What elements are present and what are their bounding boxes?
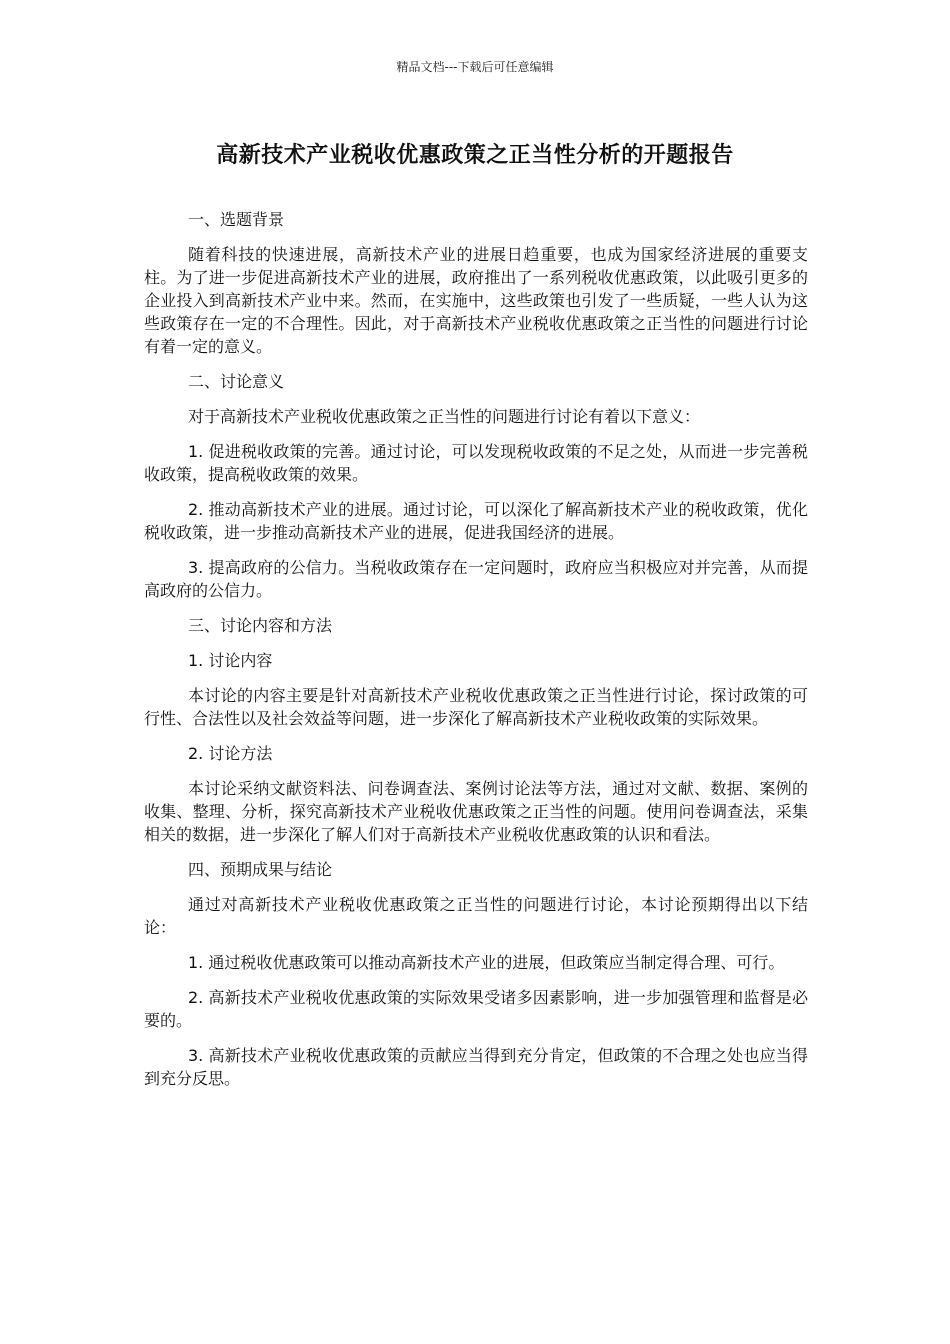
section-heading-background: 一、选题背景 xyxy=(188,210,285,229)
paragraph-background: 随着科技的快速进展，高新技术产业的进展日趋重要，也成为国家经济进展的重要支柱。为了进一步促进高新技术产业的进展，政府推出了一系列税收优惠政策，以此吸引更多的企业投入到高新技术产业中来。然而，在实施中，这些政策也引发了一些质疑，一些人认为这些政策存在一定的不合理性。因此，对于高新技术产业税收优惠政策之正当性的问题进行讨论有着一定的意义。 xyxy=(144,245,808,356)
section-heading-content-method: 三、讨论内容和方法 xyxy=(188,616,333,635)
paragraph-method: 本讨论采纳文献资料法、问卷调查法、案例讨论法等方法，通过对文献、数据、案例的收集、整理、分析，探究高新技术产业税收优惠政策之正当性的问题。使用问卷调查法，采集相关的数据，进一步深化了解人们对于高新技术产业税收优惠政策的认识和看法。 xyxy=(144,779,808,844)
list-item-conclusion-2: 2. 高新技术产业税收优惠政策的实际效果受诸多因素影响，进一步加强管理和监督是必要的。 xyxy=(144,988,808,1030)
paragraph-content: 本讨论的内容主要是针对高新技术产业税收优惠政策之正当性进行讨论，探讨政策的可行性、合法性以及社会效益等问题，进一步深化了解高新技术产业税收政策的实际效果。 xyxy=(144,686,808,728)
section-heading-significance: 二、讨论意义 xyxy=(188,372,285,391)
list-item-significance-1: 1. 促进税收政策的完善。通过讨论，可以发现税收政策的不足之处，从而进一步完善税收政策，提高税收政策的效果。 xyxy=(144,442,808,484)
paragraph-results-intro: 通过对高新技术产业税收优惠政策之正当性的问题进行讨论，本讨论预期得出以下结论： xyxy=(144,895,808,937)
list-item-significance-3: 3. 提高政府的公信力。当税收政策存在一定问题时，政府应当积极应对并完善，从而提高政府的公信力。 xyxy=(144,558,808,600)
paragraph-significance-intro: 对于高新技术产业税收优惠政策之正当性的问题进行讨论有着以下意义： xyxy=(188,407,701,426)
document-body xyxy=(144,208,808,1102)
header-note: 精品文档---下载后可任意编辑 xyxy=(396,60,554,74)
subheading-content: 1. 讨论内容 xyxy=(188,651,273,670)
document-title: 高新技术产业税收优惠政策之正当性分析的开题报告 xyxy=(216,143,734,168)
list-item-significance-2: 2. 推动高新技术产业的进展。通过讨论，可以深化了解高新技术产业的税收政策，优化税收政策，进一步推动高新技术产业的进展，促进我国经济的进展。 xyxy=(144,500,808,542)
subheading-method: 2. 讨论方法 xyxy=(188,744,273,763)
list-item-conclusion-1: 1. 通过税收优惠政策可以推动高新技术产业的进展，但政策应当制定得合理、可行。 xyxy=(188,953,785,972)
section-heading-results: 四、预期成果与结论 xyxy=(188,860,333,879)
list-item-conclusion-3: 3. 高新技术产业税收优惠政策的贡献应当得到充分肯定，但政策的不合理之处也应当得到充分反思。 xyxy=(144,1046,808,1088)
